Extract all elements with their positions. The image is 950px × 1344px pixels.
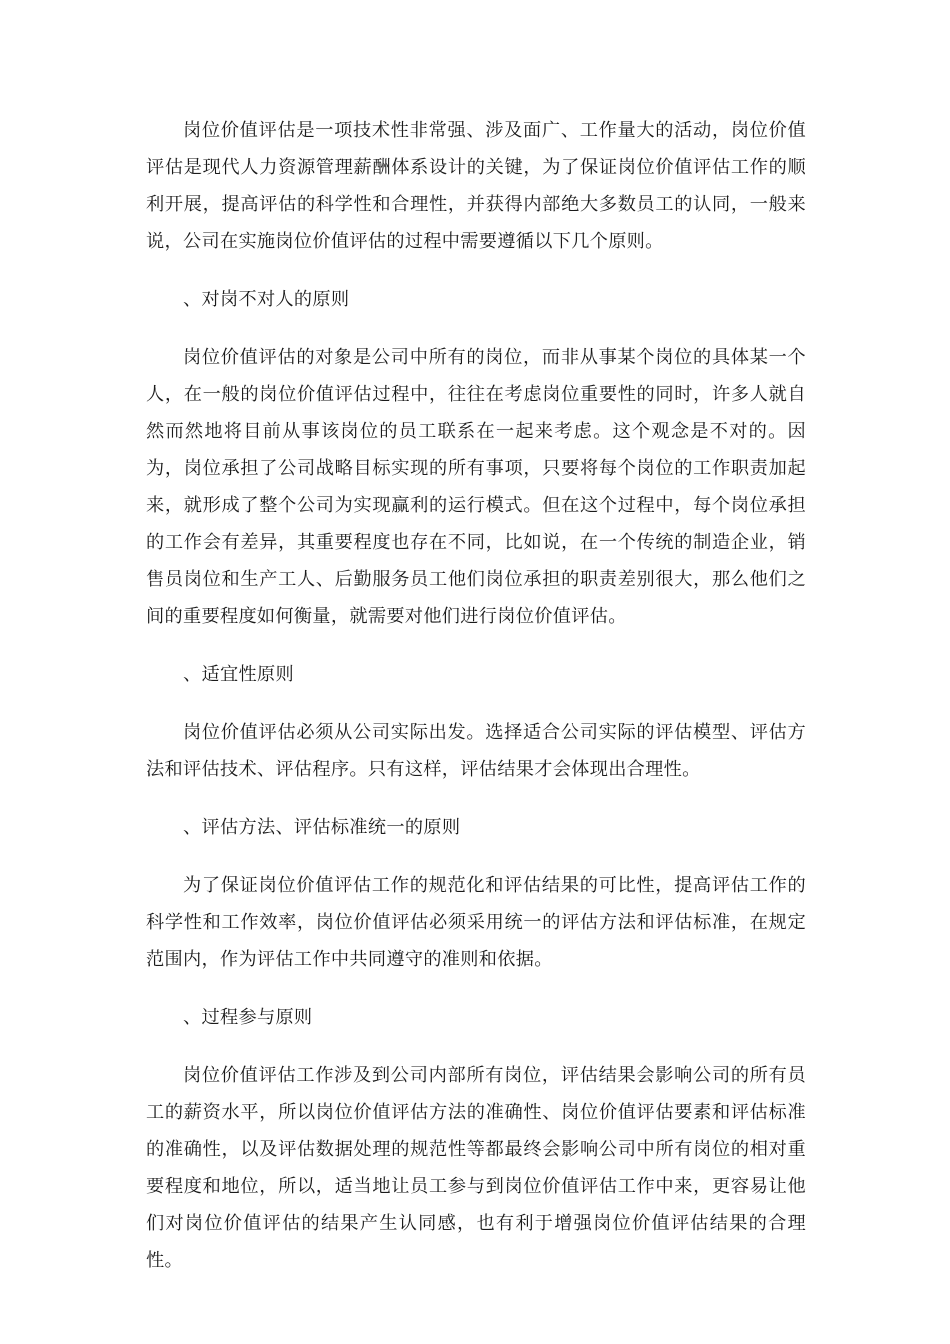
- section-paragraph-1: 岗位价值评估的对象是公司中所有的岗位，而非从事某个岗位的具体某一个人，在一般的岗位价值评估过程中，往往在考虑岗位重要性的同时，许多人就自然而然地将目前从事该岗位的员工联系在一起来考虑。这个观念是不对的。因为，岗位承担了公司战略目标实现的所有事项，只要将每个岗位的工作职责加起来，就形成了整个公司为实现赢利的运行模式。但在这个过程中，每个岗位承担的工作会有差异，其重要程度也存在不同，比如说，在一个传统的制造企业，销售员岗位和生产工人、后勤服务员工他们岗位承担的职责差别很大，那么他们之间的重要程度如何衡量，就需要对他们进行岗位价值评估。: [146, 347, 806, 627]
- section-heading-3: 、评估方法、评估标准统一的原则: [183, 817, 461, 838]
- section-paragraph-3: 为了保证岗位价值评估工作的规范化和评估结果的可比性，提高评估工作的科学性和工作效率，岗位价值评估必须采用统一的评估方法和评估标准，在规定范围内，作为评估工作中共同遵守的准则和依据。: [146, 875, 806, 970]
- section-paragraph-4: 岗位价值评估工作涉及到公司内部所有岗位，评估结果会影响公司的所有员工的薪资水平，所以岗位价值评估方法的准确性、岗位价值评估要素和评估标准的准确性，以及评估数据处理的规范性等都最终会影响公司中所有岗位的相对重要程度和地位，所以，适当地让员工参与到岗位价值评估工作中来，更容易让他们对岗位价值评估的结果产生认同感，也有利于增强岗位价值评估结果的合理性。: [146, 1065, 806, 1271]
- section-heading-1: 、对岗不对人的原则: [183, 289, 350, 310]
- document-body: [146, 112, 806, 1279]
- intro-paragraph: 岗位价值评估是一项技术性非常强、涉及面广、工作量大的活动，岗位价值评估是现代人力资源管理薪酬体系设计的关键，为了保证岗位价值评估工作的顺利开展，提高评估的科学性和合理性，并获得内部绝大多数员工的认同，一般来说，公司在实施岗位价值评估的过程中需要遵循以下几个原则。: [146, 120, 806, 252]
- section-paragraph-2: 岗位价值评估必须从公司实际出发。选择适合公司实际的评估模型、评估方法和评估技术、评估程序。只有这样，评估结果才会体现出合理性。: [146, 722, 806, 780]
- section-heading-4: 、过程参与原则: [183, 1007, 313, 1028]
- section-heading-2: 、适宜性原则: [183, 664, 294, 685]
